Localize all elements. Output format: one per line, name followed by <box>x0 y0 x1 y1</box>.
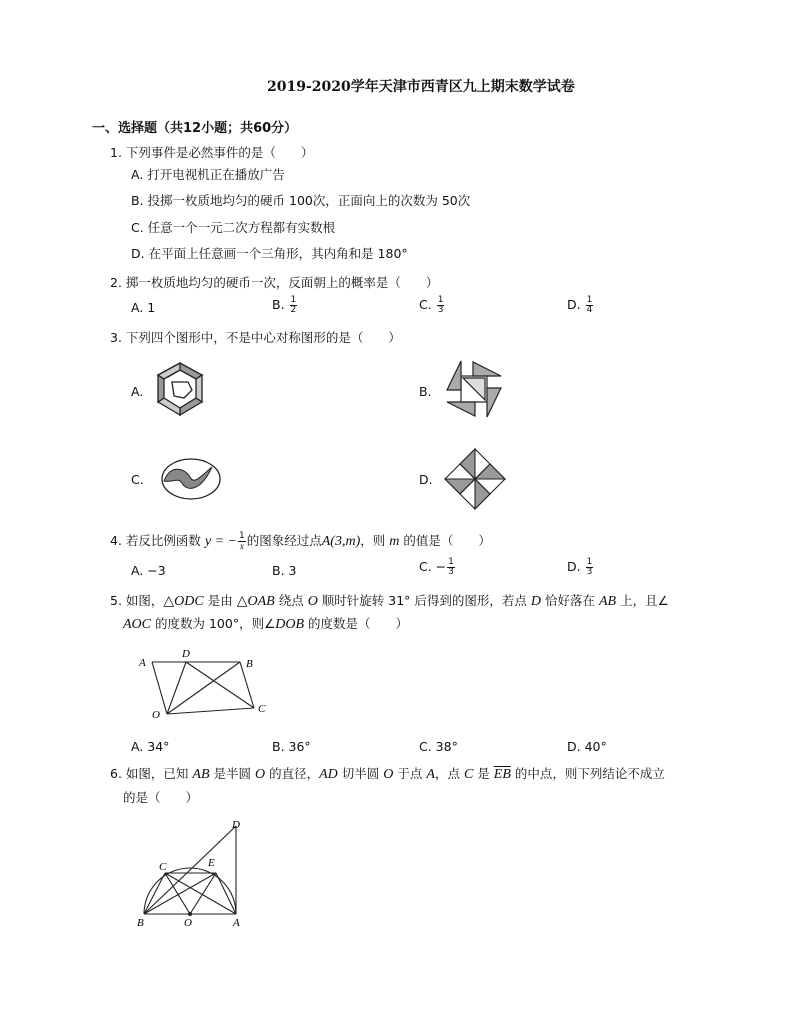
q4-text-1: 4. 若反比例函数 <box>110 533 201 548</box>
point-d: D <box>530 594 542 609</box>
q5-option-a: A. 34° <box>131 739 170 754</box>
label-b: B <box>137 917 144 929</box>
numerator: 1 <box>437 295 444 305</box>
fraction <box>437 296 445 315</box>
text: 的中点，则下列结论不成立 <box>514 766 665 781</box>
numerator: 1 <box>239 531 245 541</box>
denominator: 3 <box>437 305 444 315</box>
numerator: 1 <box>448 557 454 567</box>
text: 的度数是（ ） <box>308 616 409 631</box>
q2-option-a: A. 1 <box>131 300 156 315</box>
q5-stem-line-2 <box>123 614 408 633</box>
label-c: C <box>159 861 167 873</box>
text: 于点 <box>397 766 423 781</box>
q5-stem-line-1 <box>110 591 669 610</box>
label-a: A <box>139 657 146 669</box>
text: 是 <box>477 766 490 781</box>
q2-option-b <box>272 296 298 315</box>
q4-stem <box>110 531 491 551</box>
label-d: D <box>182 648 190 660</box>
point-a: A <box>426 767 435 782</box>
q3-option-a: A. <box>131 384 144 399</box>
q2-stem: 2. 掷一枚质地均匀的硬币一次，反面朝上的概率是（ ） <box>110 275 439 290</box>
text: 的度数为 100°，则∠ <box>154 616 276 631</box>
q4-option-b: B. 3 <box>272 563 297 578</box>
option-label: B. <box>272 297 285 312</box>
label-o: O <box>184 917 192 929</box>
point-o: O <box>383 767 394 782</box>
fraction <box>290 296 298 315</box>
q1-option-d: D. 在平面上任意画一个三角形，其内角和是 180° <box>131 246 408 261</box>
denominator: 3 <box>448 567 454 577</box>
q6-figure <box>134 818 254 932</box>
triangle-odc: △ODC <box>163 594 204 609</box>
q4-text-4: 的值是（ ） <box>403 533 491 548</box>
q1-option-c: C. 任意一个一元二次方程都有实数根 <box>131 220 336 235</box>
option-label: D. <box>567 297 581 312</box>
denominator: 2 <box>290 305 297 315</box>
angle-dob: DOB <box>275 617 305 632</box>
q3-figure-c <box>160 457 222 501</box>
q4-option-d <box>567 558 594 577</box>
numerator: 1 <box>586 295 593 305</box>
fraction <box>586 296 594 315</box>
q2-option-d <box>567 296 594 315</box>
numerator: 1 <box>586 557 593 567</box>
denominator: 3 <box>586 567 593 577</box>
option-label: C. − <box>419 559 447 574</box>
text: 恰好落在 <box>545 593 596 608</box>
q5-option-b: B. 36° <box>272 739 311 754</box>
point-o: O <box>254 767 266 782</box>
q4-variable: m <box>389 534 400 549</box>
q2-option-c <box>419 296 445 315</box>
page-title: 2019-2020学年天津市西青区九上期末数学试卷 <box>267 79 575 95</box>
q6-stem-line-2: 的是（ ） <box>123 790 199 805</box>
label-c: C <box>258 703 266 715</box>
q4-function-lhs: y = − <box>204 534 237 549</box>
text: 切半圆 <box>341 766 380 781</box>
q3-option-d: D. <box>419 472 433 487</box>
denominator: x <box>239 541 244 551</box>
point-c: C <box>463 767 474 782</box>
q5-figure <box>134 644 274 722</box>
label-o: O <box>152 709 160 721</box>
q4-text-3: ，则 <box>360 533 386 548</box>
text: 绕点 <box>278 593 304 608</box>
fraction <box>586 558 594 577</box>
q1-stem: 1. 下列事件是必然事件的是（ ） <box>110 145 314 160</box>
q1-option-a: A. 打开电视机正在播放广告 <box>131 167 285 182</box>
segment-ad: AD <box>319 767 338 782</box>
segment-ab: AB <box>599 594 617 609</box>
point-o: O <box>307 594 318 609</box>
option-label: D. <box>567 559 581 574</box>
text: 是由 <box>207 593 233 608</box>
text: 5. 如图， <box>110 593 164 608</box>
q3-option-b: B. <box>419 384 432 399</box>
label-d: D <box>232 819 240 831</box>
q6-stem-line-1 <box>110 764 665 783</box>
label-b: B <box>246 658 253 670</box>
q4-option-a: A. −3 <box>131 563 166 578</box>
q5-option-d: D. 40° <box>567 739 607 754</box>
fraction <box>447 558 455 577</box>
q4-option-c <box>419 558 456 577</box>
fraction <box>238 532 246 551</box>
q5-option-c: C. 38° <box>419 739 458 754</box>
option-label: C. <box>419 297 432 312</box>
text: 的直径， <box>269 766 320 781</box>
segment-ab: AB <box>192 767 210 782</box>
q3-figure-d <box>443 447 507 511</box>
angle-aoc: AOC <box>123 617 151 632</box>
label-e: E <box>208 857 215 869</box>
q1-option-b: B. 投掷一枚质地均匀的硬币 100次，正面向上的次数为 50次 <box>131 193 471 208</box>
q4-text-2: 的图象经过点 <box>246 533 322 548</box>
center-dot <box>188 912 192 916</box>
text: 6. 如图，已知 <box>110 766 189 781</box>
q3-figure-a <box>152 360 208 418</box>
triangle-oab: △OAB <box>236 594 275 609</box>
arc-eb: $\overline{EB}$ <box>493 767 511 782</box>
section-heading: 一、选择题（共12小题；共60分） <box>92 121 298 136</box>
text: 上，且∠ <box>620 593 669 608</box>
q3-stem: 3. 下列四个图形中，不是中心对称图形的是（ ） <box>110 330 401 345</box>
text: 顺时针旋转 31° 后得到的图形，若点 <box>321 593 527 608</box>
q3-option-c: C. <box>131 472 144 487</box>
label-a: A <box>233 917 240 929</box>
text: ，点 <box>434 766 460 781</box>
text: 是半圆 <box>213 766 251 781</box>
numerator: 1 <box>290 295 297 305</box>
q3-figure-b <box>443 358 505 420</box>
denominator: 4 <box>586 305 593 315</box>
q4-point: A(3,m) <box>321 534 361 549</box>
